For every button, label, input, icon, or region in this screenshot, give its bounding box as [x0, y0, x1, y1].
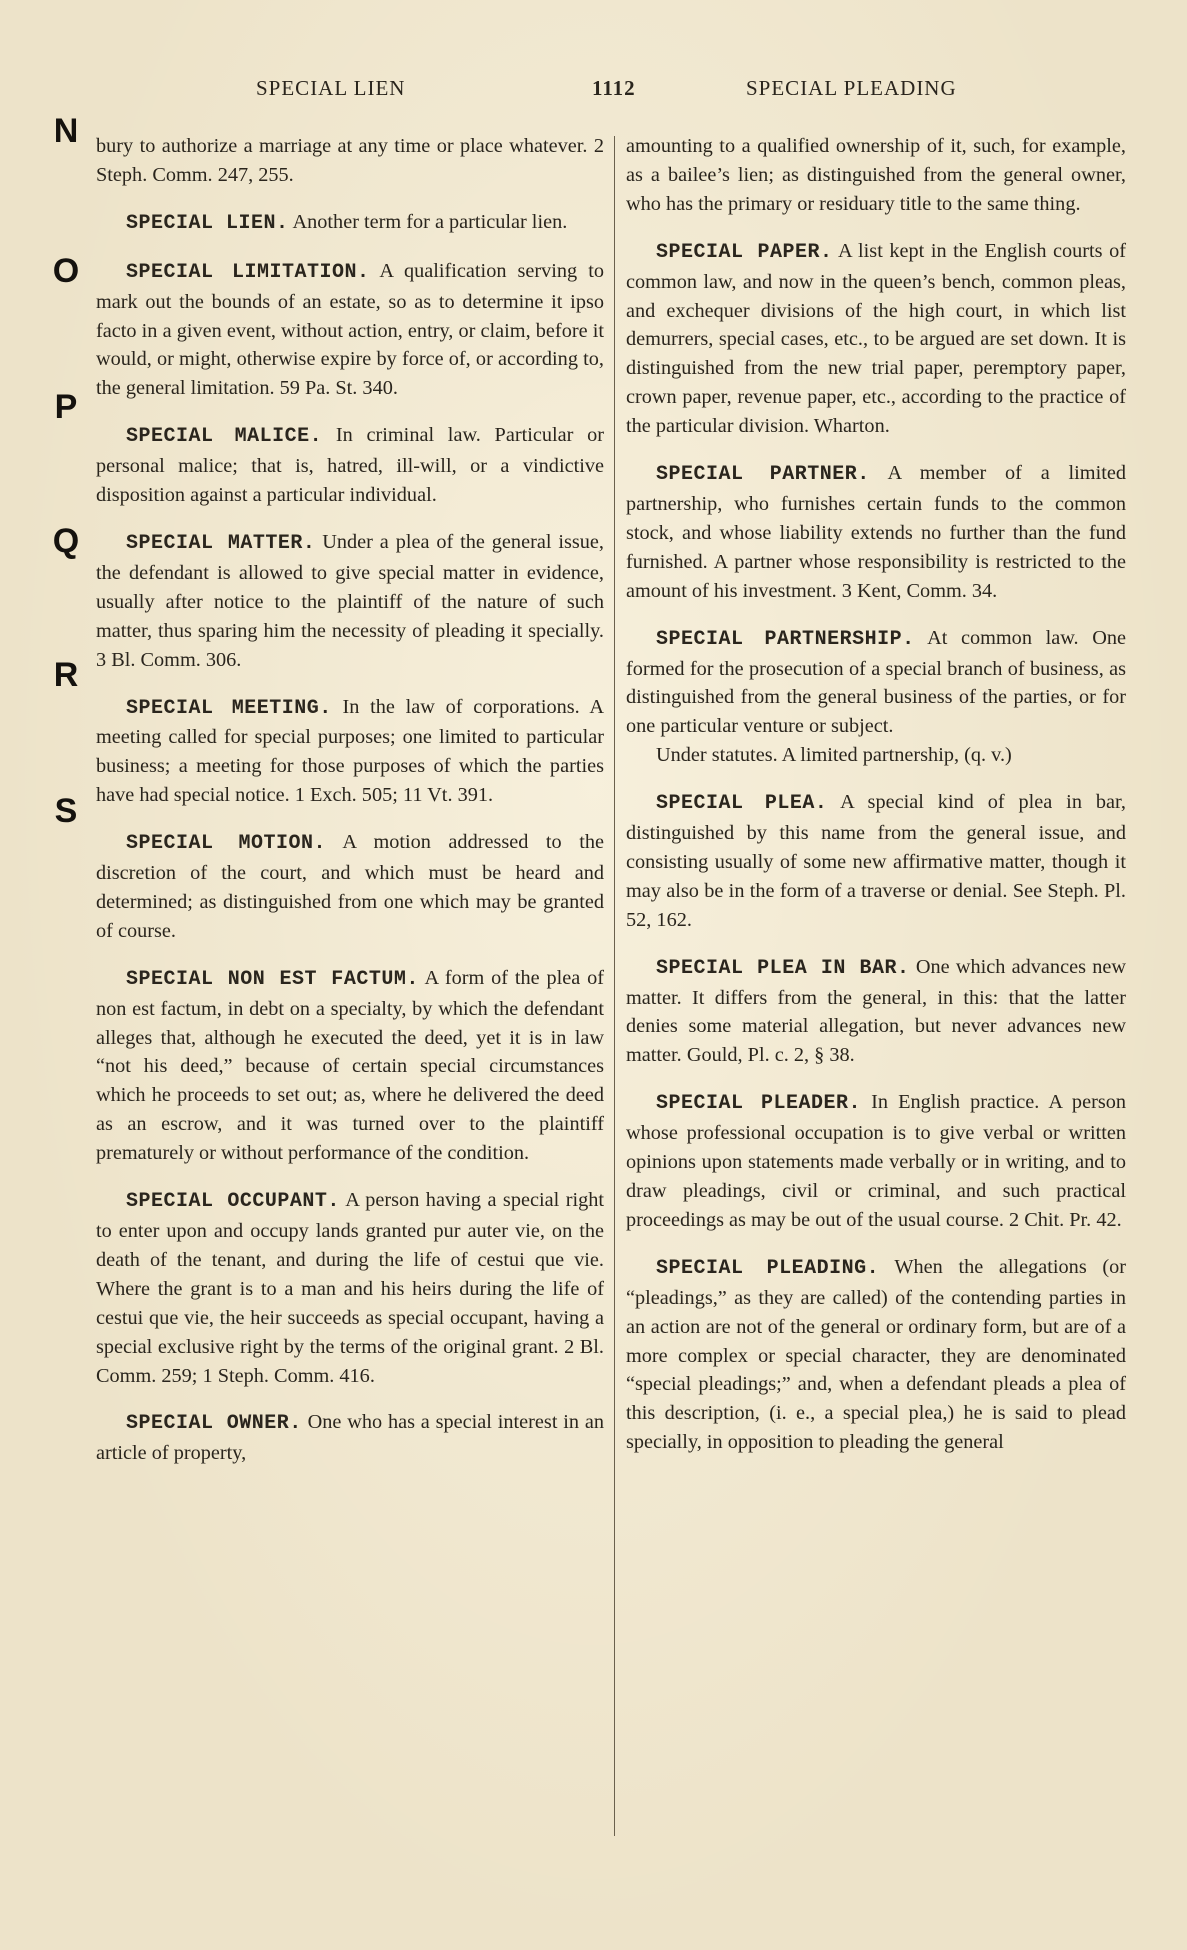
entry-special-plea	[626, 788, 1126, 935]
entry-term: SPECIAL MATTER.	[126, 531, 316, 555]
entry-definition: A qualification serving to mark out the bounds of an estate, so as to determine it ipso facto in a given event, without action, entry, or claim, before it would, or might, otherwise expire by force of, or according to, the general limitation. 59 Pa. St. 340.	[96, 259, 605, 400]
header-left-guide-word: SPECIAL LIEN	[256, 76, 406, 100]
entry-special-owner	[96, 1408, 604, 1468]
entry-special-pleading	[626, 1253, 1126, 1457]
right-column	[626, 132, 1126, 1475]
page-number: 1112	[592, 76, 636, 100]
entry-term: SPECIAL LIEN.	[126, 211, 289, 235]
thumb-index-tab-r[interactable]: R	[53, 656, 79, 694]
entry-definition: Another term for a particular lien.	[292, 210, 568, 233]
thumb-index-tab-s[interactable]: S	[54, 792, 78, 830]
entry-definition: A list kept in the English courts of common law, and now in the queen’s bench, common pleas, and exchequer divisions of the high court, in which list demurrers, special cases, etc., to be argued are set down. It is distinguished from the new trial paper, peremptory paper, crown paper, revenue paper, etc., according to the practice of the particular division. Wharton.	[626, 239, 1127, 438]
entry-subsense: Under statutes. A limited partnership, (q. v.)	[656, 744, 1012, 767]
thumb-index-tab-q[interactable]: Q	[52, 522, 80, 560]
entry-term: SPECIAL PLEADER.	[656, 1092, 862, 1116]
entry-term: SPECIAL PARTNER.	[656, 463, 870, 487]
entry-definition: A motion addressed to the discretion of the court, and which must be heard and determined; as distinguished from one which may be granted of course.	[96, 831, 604, 942]
entry-definition: At common law. One formed for the prosecution of a special branch of business, as distinguished from the general business of the parties, or for one particular venture or subject.	[626, 626, 1127, 738]
header-right-guide-word: SPECIAL PLEADING	[746, 76, 957, 100]
continued-entry-text: amounting to a qualified ownership of it, such, for example, as a bailee’s lien; as distinguished from the general owner, who has the primary or residuary title to the same thing.	[626, 135, 1126, 215]
entry-special-lien	[96, 208, 604, 239]
entry-term: SPECIAL MOTION.	[126, 832, 326, 856]
entry-special-paper	[626, 237, 1126, 441]
entry-definition: When the allegations (or “pleadings,” as they are called) of the contending parties in an action are not of the general or ordinary form, but are of a more complex or special character, they are denominated “special pleadings;” and, when a defendant pleads a plea of this description, (i. e., a special plea,) he is said to plead specially, in opposition to pleading the general	[626, 1255, 1126, 1454]
entry-definition: A person having a special right to enter upon and occupy lands granted pur auter vie, on the death of the tenant, and during the life of cestui que vie. Where the grant is to a man and his heirs during the life of cestui que vie, the heir succeeds as special occupant, having a special exclusive right by the terms of the original grant. 2 Bl. Comm. 259; 1 Steph. Comm. 416.	[96, 1189, 604, 1387]
entry-term: SPECIAL PLEADING.	[656, 1256, 880, 1280]
entry-special-partner	[626, 459, 1126, 606]
entry-special-occupant	[96, 1186, 604, 1390]
left-column	[96, 132, 604, 1486]
entry-term: SPECIAL PAPER.	[656, 240, 833, 264]
entry-term: SPECIAL MEETING.	[126, 696, 332, 720]
thumb-index-tab-o[interactable]: O	[52, 252, 80, 290]
entry-term: SPECIAL OWNER.	[126, 1412, 302, 1436]
thumb-index-tab-p[interactable]: P	[54, 388, 78, 426]
entry-special-meeting	[96, 693, 604, 811]
entry-definition: Under a plea of the general issue, the defendant is allowed to give special matter in evidence, usually after notice to the plaintiff of the nature of such matter, thus sparing him the necessity of pleading it specially. 3 Bl. Comm. 306.	[96, 530, 604, 671]
entry-special-malice	[96, 421, 604, 510]
entry-definition: One who has a special interest in an article of property,	[96, 1411, 605, 1465]
entry-term: SPECIAL PLEA IN BAR.	[656, 956, 910, 980]
entry-special-plea-in-bar	[626, 953, 1126, 1071]
entry-term: SPECIAL LIMITATION.	[126, 260, 370, 284]
entry-special-limitation	[96, 257, 604, 404]
entry-special-pleader	[626, 1088, 1126, 1235]
entry-term: SPECIAL OCCUPANT.	[126, 1190, 340, 1214]
entry-definition: In English practice. A person whose professional occupation is to give verbal or written opinions upon statements made verbally or in writing, and to draw pleadings, civil or criminal, and such practical proceedings as may be out of the usual course. 2 Chit. Pr. 42.	[626, 1091, 1127, 1231]
entry-definition: In the law of corporations. A meeting called for special purposes; one limited to particular business; a meeting for those purposes of which the parties have had special notice. 1 Exch. 505; 11 Vt. 391.	[96, 695, 604, 807]
entry-definition: One which advances new matter. It differs from the general, in this: that the latter denies some material allegation, but never advances new matter. Gould, Pl. c. 2, § 38.	[626, 955, 1126, 1067]
entry-definition: In criminal law. Particular or personal malice; that is, hatred, ill-will, or a vindictive disposition against a particular individual.	[96, 424, 605, 507]
thumb-index-tab-n[interactable]: N	[53, 112, 79, 150]
entry-special-matter	[96, 528, 604, 675]
entry-term: SPECIAL PARTNERSHIP.	[656, 627, 915, 651]
entry-special-partnership	[626, 624, 1126, 742]
entry-term: SPECIAL MALICE.	[126, 425, 323, 449]
entry-definition: A form of the plea of non est factum, in debt on a specialty, by which the defendant alleges that, although he executed the deed, yet it is in law “not his deed,” because of certain special circumstances which he proceeds to set out; as, where he delivered the deed as an escrow, and it was turned over to the plaintiff prematurely or without performance of the condition.	[96, 966, 604, 1165]
entry-definition: A special kind of plea in bar, distinguished by this name from the general issue, and consisting usually of some new affirmative matter, though it may also be in the form of a traverse or denial. See Steph. Pl. 52, 162.	[626, 791, 1127, 931]
continued-entry-text: bury to authorize a marriage at any time or place whatever. 2 Steph. Comm. 247, 255.	[96, 135, 604, 186]
column-divider	[614, 136, 615, 1836]
running-header	[0, 76, 1187, 106]
entry-definition: A member of a limited partnership, who furnishes certain funds to the common stock, and whose liability extends no further than the fund furnished. A partner whose responsibility is restricted to the amount of his investment. 3 Kent, Comm. 34.	[626, 462, 1126, 602]
entry-term: SPECIAL NON EST FACTUM.	[126, 967, 419, 991]
entry-term: SPECIAL PLEA.	[656, 792, 828, 816]
entry-special-non-est-factum	[96, 964, 604, 1168]
entry-special-motion	[96, 828, 604, 946]
